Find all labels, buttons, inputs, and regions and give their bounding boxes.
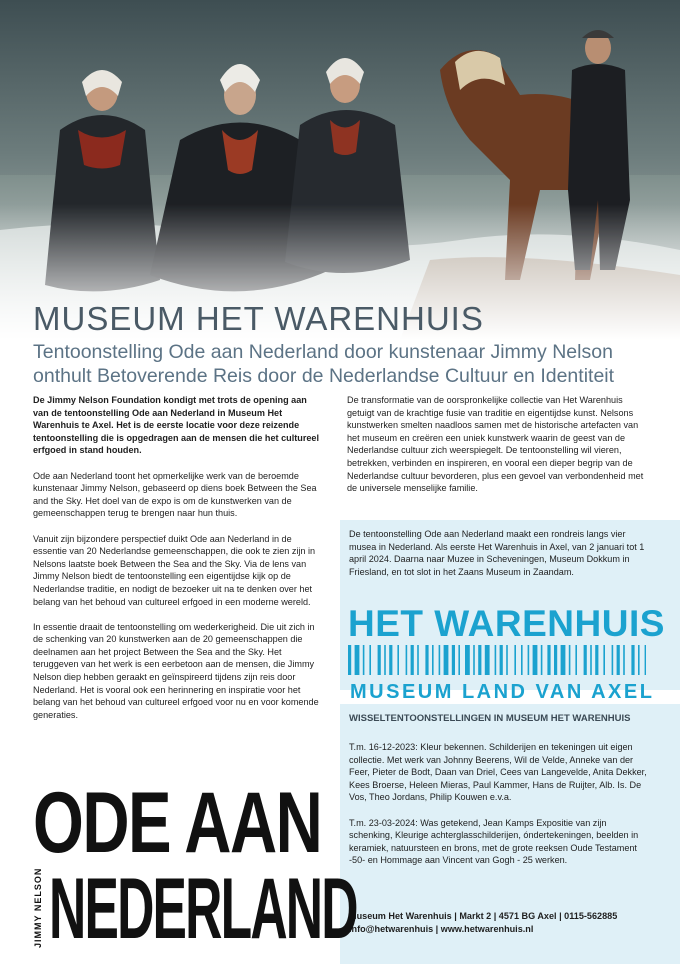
barcode-bar	[348, 645, 351, 675]
barcode-bar	[617, 645, 620, 675]
right-column	[347, 394, 647, 507]
contact-info	[349, 910, 669, 935]
barcode-bar	[425, 645, 428, 675]
exhibitions-heading: WISSELTENTOONSTELLINGEN IN MUSEUM HET WARENHUIS	[349, 713, 631, 724]
barcode-bar	[473, 645, 475, 675]
barcode-bar	[389, 645, 392, 675]
barcode-bar	[444, 645, 449, 675]
barcode-bar	[417, 645, 419, 675]
barcode-bar	[458, 645, 460, 675]
barcode-bar	[397, 645, 399, 675]
barcode-bar	[514, 645, 516, 675]
barcode-bar	[554, 645, 557, 675]
barcode-bar	[465, 645, 470, 675]
barcode-bar	[384, 645, 386, 675]
body-paragraph-4: In essentie draait de tentoonstelling om wederkerigheid. Die uit zich in de schenking van 20 kunstwerken aan de 20 gemeenschappen die deelnamen aan het project Between the Sea and the Sky. Het teruggeven van het werk is een eerbetoon aan de mensen, die Jimmy Nelson diep hebben geraakt en geïnspireerd tijdens zijn reis door Nederland. Het is vooral ook een herinnering en inspiratie voor het belang van het behoud van cultureel erfgoed voor nu en voor komende generaties.	[33, 621, 319, 720]
barcode-bar	[432, 645, 434, 675]
barcode-bar	[528, 645, 530, 675]
barcode-bar	[506, 645, 508, 675]
page-title: MUSEUM HET WARENHUIS	[33, 300, 484, 337]
body-paragraph-right: De transformatie van de oorspronkelijke collectie van Het Warenhuis getuigt van de krachtige fusie van traditie en eigentijdse kunst. Nelsons kunstwerken smelten naadloos samen met de historische artefacten van het museum en creëren een uniek kunstwerk waarin de geest van de Nederlandse cultuur zich weerspiegelt. De tentoonstelling wil vieren, betrekken, verbinden en inspireren, en vooral een dieper begrip van de Nederlandse cultuur bevorderen, plus een gevoel van verbondenheid met de universele menselijke familie.	[347, 395, 644, 494]
left-column	[33, 394, 325, 734]
barcode-bar	[452, 645, 455, 675]
contact-web: info@hetwarenhuis | www.hetwarenhuis.nl	[349, 923, 534, 934]
barcode-bar	[485, 645, 490, 675]
barcode-bar	[612, 645, 614, 675]
exhibition-logo-artist: JIMMY NELSON	[33, 867, 43, 948]
barcode-bar	[631, 645, 634, 675]
barcode-bar	[369, 645, 371, 675]
hero-photo	[0, 0, 680, 340]
hero-photo-illustration	[0, 0, 680, 340]
barcode-bar	[590, 645, 592, 675]
exhibition-logo-line2: NEDERLAND	[49, 861, 357, 957]
barcode-bar	[521, 645, 523, 675]
page-subtitle: Tentoonstelling Ode aan Nederland door kunstenaar Jimmy Nelson onthult Betoverende Reis door de Nederlandse Cultuur en Identiteit	[33, 341, 615, 387]
barcode-bar	[595, 645, 598, 675]
barcode-bar	[406, 645, 408, 675]
barcode-bar	[533, 645, 538, 675]
museum-logo-tagline: MUSEUM LAND VAN AXEL	[350, 681, 655, 703]
barcode-bar	[623, 645, 625, 675]
barcode-bar	[541, 645, 543, 675]
exhibition-logo-line1: ODE AAN	[33, 775, 322, 871]
barcode-bar	[378, 645, 381, 675]
barcode-bar	[645, 645, 646, 675]
barcode-bar	[638, 645, 640, 675]
barcode-bar	[584, 645, 587, 675]
barcode-bar	[363, 645, 365, 675]
body-paragraph-2: Ode aan Nederland toont het opmerkelijke werk van de beroemde kunstenaar Jimmy Nelson, gebaseerd op diens boek Between the Sea and the Sky. Het doel van de expo is om de kunstwerken van de gemeenschappen terug te brengen naar hun thuis.	[33, 470, 317, 519]
barcode-bar	[575, 645, 577, 675]
barcode-bar	[603, 645, 605, 675]
barcode-bar	[561, 645, 566, 675]
barcode-bar	[355, 645, 360, 675]
barcode-graphic	[348, 645, 646, 675]
barcode-bar	[439, 645, 441, 675]
barcode-bar	[478, 645, 481, 675]
barcode-bar	[500, 645, 503, 675]
exhibition-item-1: T.m. 16-12-2023: Kleur bekennen. Schilderijen en tekeningen uit eigen collectie. Met werk van Johnny Beerens, Wil de Velde, Anneke van der Feer, Pieter de Bodt, Daan van Driel, Cees van Langevelde, Anita Dekker, Kees Broerse, Heleen Mieras, Paul Kammer, Hans de Ruijter, Alb. Is. De Vos, Theo Jordans, Philip Kouwen e.v.a.	[349, 742, 647, 803]
exhibition-logo	[33, 775, 357, 957]
exhibitions-list	[349, 741, 649, 880]
tour-panel-text: De tentoonstelling Ode aan Nederland maakt een rondreis langs vier musea in Nederland. Als eerste Het Warenhuis in Axel, van 2 januari tot 1 april 2024. Daarna naar Muzee in Scheveningen, Museum Dokkum in Friesland, en tot slot in het Zaans Museum in Zaandam.	[349, 529, 645, 577]
body-paragraph-3: Vanuit zijn bijzondere perspectief duikt Ode aan Nederland in de essentie van 20 Nederlandse gemeenschappen, die ook te zien zijn in Nelsons laatste boek Between the Sea and the Sky. Via de lens van Jimmy Nelson biedt de tentoonstelling een eigentijdse kijk op de Nederlandse traditie, en nodigt de bezoeker uit na te denken over het belang van het behoud van cultureel erfgoed in een moderne wereld.	[33, 533, 316, 607]
exhibition-item-2: T.m. 23-03-2024: Was getekend, Jean Kamps Expositie van zijn schenking, Kleurige achterglasschilderijen, óndertekeningen, beelden in keramiek, natuursteen en brons, met de grote reeksen Oude Testament -50- en Hommage aan Vincent van Gogh - 25 werken.	[349, 817, 639, 866]
barcode-bar	[411, 645, 414, 675]
intro-paragraph: De Jimmy Nelson Foundation kondigt met trots de opening aan van de tentoonstelling Ode aan Nederland in Museum Het Warenhuis te Axel. Het is de eerste locatie voor deze reizende tentoonstelling die is opgedragen aan de mensen die het cultureel erfgoed in stand houden.	[33, 395, 320, 456]
museum-logo-name: HET WARENHUIS	[348, 603, 665, 644]
barcode-bar	[495, 645, 497, 675]
barcode-bar	[569, 645, 571, 675]
contact-address: Museum Het Warenhuis | Markt 2 | 4571 BG Axel | 0115-562885	[349, 911, 618, 921]
barcode-bar	[547, 645, 550, 675]
